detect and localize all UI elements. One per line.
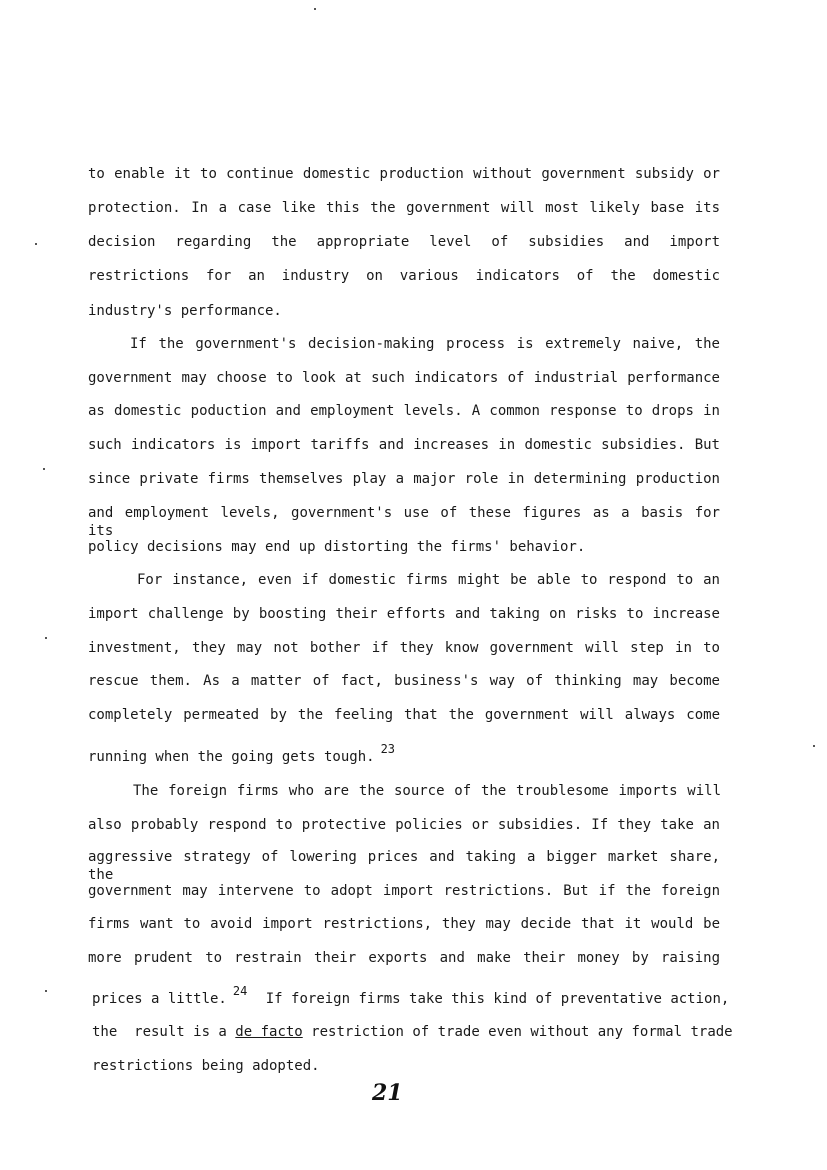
text-line: completely permeated by the feeling that the government will always come bbox=[88, 707, 720, 723]
text-line: as domestic poduction and employment levels. A common response to drops in bbox=[88, 403, 720, 419]
text-line: decision regarding the appropriate level of subsidies and import bbox=[88, 234, 720, 250]
text-line: firms want to avoid import restrictions, they may decide that it would be bbox=[88, 916, 720, 932]
text-line: policy decisions may end up distorting the firms' behavior. bbox=[88, 539, 586, 555]
text-segment: running when the going gets tough. bbox=[88, 749, 375, 765]
italic-term: de facto bbox=[235, 1024, 303, 1040]
text-line: If the government's decision-making process is extremely naive, the bbox=[130, 336, 720, 352]
text-line: since private firms themselves play a major role in determining production bbox=[88, 471, 720, 487]
text-line: more prudent to restrain their exports and make their money by raising bbox=[88, 950, 720, 966]
scan-speck bbox=[45, 637, 47, 639]
text-line: investment, they may not bother if they know government will step in to bbox=[88, 640, 720, 656]
text-line-with-footnote bbox=[92, 984, 730, 1008]
text-line: The foreign firms who are the source of the troublesome imports will bbox=[133, 783, 721, 799]
text-line: restrictions being adopted. bbox=[92, 1058, 320, 1074]
text-line: and employment levels, government's use of these figures as a basis for its bbox=[88, 505, 720, 539]
text-line-with-footnote bbox=[88, 742, 720, 766]
scan-speck bbox=[43, 468, 45, 470]
text-line: also probably respond to protective policies or subsidies. If they take an bbox=[88, 817, 720, 833]
text-line: industry's performance. bbox=[88, 303, 282, 319]
text-line bbox=[92, 1023, 733, 1041]
text-line: to enable it to continue domestic production without government subsidy or bbox=[88, 166, 720, 182]
scan-speck bbox=[314, 8, 316, 10]
text-segment: the result is a bbox=[92, 1024, 227, 1040]
page-number: 21 bbox=[372, 1080, 403, 1106]
text-line: government may intervene to adopt import restrictions. But if the foreign bbox=[88, 883, 720, 899]
text-line: For instance, even if domestic firms might be able to respond to an bbox=[137, 572, 720, 588]
text-segment: restriction of trade even without any formal trade bbox=[311, 1024, 733, 1040]
text-line: government may choose to look at such indicators of industrial performance bbox=[88, 370, 720, 386]
text-line: protection. In a case like this the government will most likely base its bbox=[88, 200, 720, 216]
text-segment: If foreign firms take this kind of preventative action, bbox=[265, 991, 730, 1007]
text-line: such indicators is import tariffs and increases in domestic subsidies. But bbox=[88, 437, 720, 453]
text-line: import challenge by boosting their efforts and taking on risks to increase bbox=[88, 606, 720, 622]
text-line: aggressive strategy of lowering prices and taking a bigger market share, the bbox=[88, 849, 720, 883]
text-segment: prices a little. bbox=[92, 991, 227, 1007]
scan-speck bbox=[813, 745, 815, 747]
footnote-marker: 24 bbox=[232, 984, 248, 998]
scan-speck bbox=[35, 243, 37, 245]
text-line: restrictions for an industry on various indicators of the domestic bbox=[88, 268, 720, 284]
footnote-marker: 23 bbox=[380, 742, 396, 756]
text-line: rescue them. As a matter of fact, business's way of thinking may become bbox=[88, 673, 720, 689]
scan-speck bbox=[45, 990, 47, 992]
